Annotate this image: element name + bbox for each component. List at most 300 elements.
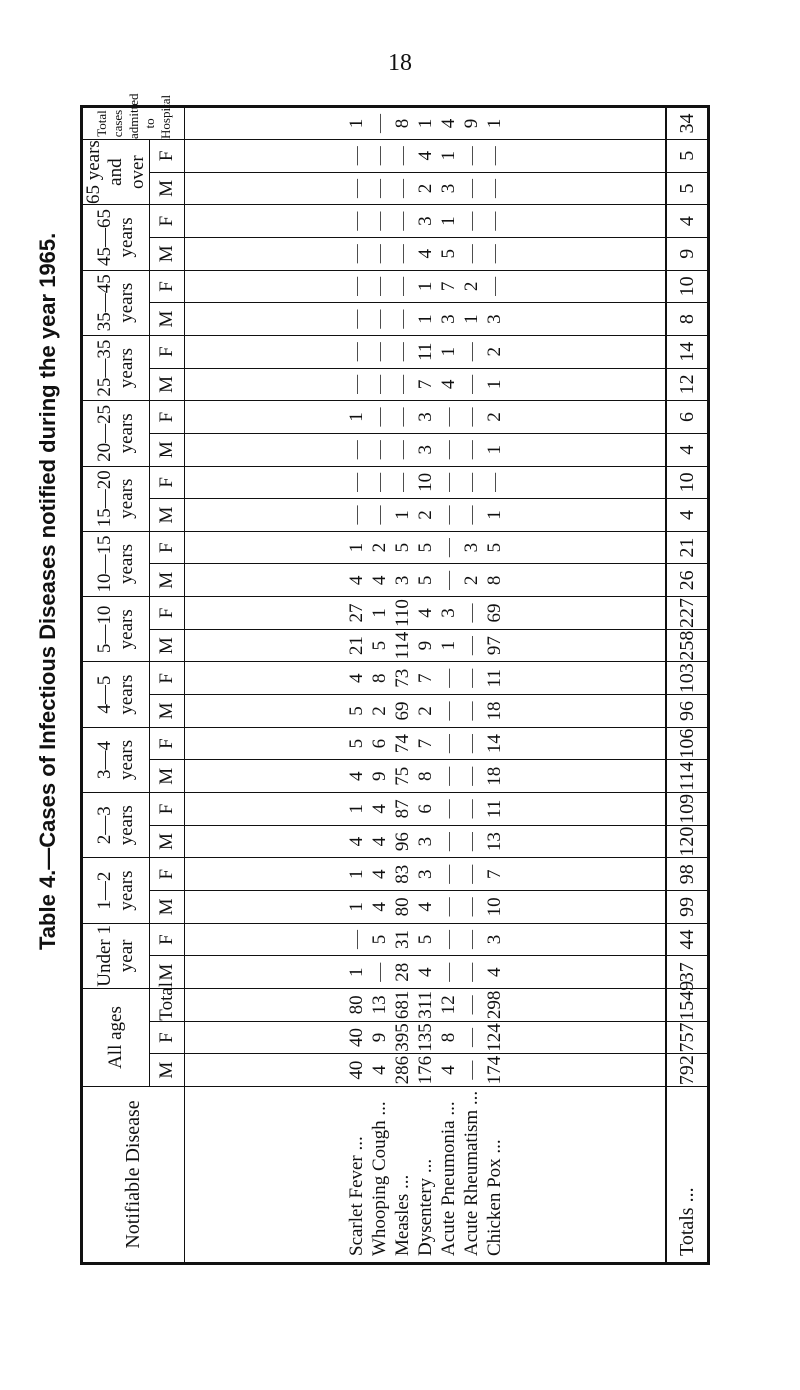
table-cell: 1 xyxy=(345,412,367,422)
table-cell: — xyxy=(460,962,482,982)
column-at xyxy=(185,989,667,1022)
table-cell: 8 xyxy=(391,118,413,129)
column-af xyxy=(185,1021,667,1054)
table-cell: 4 xyxy=(437,1065,459,1075)
header-f: F xyxy=(150,923,185,956)
header-m: M xyxy=(150,564,185,597)
table-cell: 1 xyxy=(345,118,367,129)
total-cell: 8 xyxy=(666,303,709,336)
total-cell: 96 xyxy=(666,695,709,728)
column-a35m xyxy=(185,303,667,336)
table-cell: 1 xyxy=(345,804,367,814)
table-cell: 87 xyxy=(391,799,413,819)
total-cell: 114 xyxy=(666,760,709,793)
table-cell: — xyxy=(437,832,459,852)
header-age-group: 20—25 years xyxy=(82,401,150,466)
header-f: F xyxy=(150,401,185,434)
table-cell: — xyxy=(460,440,482,460)
column-a65f xyxy=(185,139,667,172)
table-cell: — xyxy=(437,472,459,492)
table-cell: 80 xyxy=(345,995,367,1015)
total-cell: 1549 xyxy=(666,989,709,1022)
table-cell: 96 xyxy=(391,832,413,852)
header-f: F xyxy=(150,597,185,630)
total-cell: 792 xyxy=(666,1054,709,1087)
table-cell: — xyxy=(460,766,482,786)
table-cell: — xyxy=(437,766,459,786)
table-cell: 9 xyxy=(368,1032,390,1043)
table-cell: 110 xyxy=(391,599,413,627)
total-cell: 103 xyxy=(666,662,709,695)
total-cell: 106 xyxy=(666,727,709,760)
table-cell: — xyxy=(368,407,390,427)
table-cell: 75 xyxy=(391,766,413,786)
table-cell: 2 xyxy=(368,542,390,553)
table-cell: — xyxy=(345,930,367,950)
table-cell: 9 xyxy=(368,771,390,782)
table-cell: 5 xyxy=(368,640,390,651)
column-a15m xyxy=(185,499,667,532)
table-cell: — xyxy=(391,211,413,231)
disease-name: Chicken Pox ... xyxy=(483,1139,505,1256)
table-cell: 1 xyxy=(437,216,459,226)
table-cell: — xyxy=(391,407,413,427)
table-cell: — xyxy=(437,864,459,884)
header-f: F xyxy=(150,531,185,564)
table-cell: 4 xyxy=(345,771,367,782)
table-cell: — xyxy=(460,832,482,852)
header-m: M xyxy=(150,1054,185,1087)
table-cell: — xyxy=(437,407,459,427)
table-cell: 1 xyxy=(345,967,367,977)
table-cell: — xyxy=(460,799,482,819)
table-cell: 3 xyxy=(483,314,505,324)
table-caption: Table 4.—Cases of Infectious Diseases notified during the year 1965. xyxy=(35,232,60,950)
table-cell: 1 xyxy=(414,281,436,292)
table-cell: 2 xyxy=(368,706,390,716)
table-cell: 2 xyxy=(460,575,482,586)
header-m: M xyxy=(150,956,185,989)
table-cell: 4 xyxy=(368,836,390,847)
table-cell: 73 xyxy=(391,668,413,688)
total-cell: 37 xyxy=(666,956,709,989)
table-cell: 311 xyxy=(414,990,436,1019)
table-cell: 1 xyxy=(437,640,459,651)
total-cell: 10 xyxy=(666,466,709,499)
table-cell: 80 xyxy=(391,897,413,917)
table-cell: 3 xyxy=(437,183,459,194)
table-cell: 1 xyxy=(483,444,505,455)
total-cell: 21 xyxy=(666,531,709,564)
table-cell: — xyxy=(368,472,390,492)
header-age-group: 10—15 years xyxy=(82,531,150,596)
table-cell: 7 xyxy=(414,738,436,749)
table-cell: 3 xyxy=(437,314,459,324)
header-age-group: 35—45 years xyxy=(82,270,150,335)
header-age-group: 25—35 years xyxy=(82,335,150,400)
table-cell: 3 xyxy=(414,869,436,879)
table-cell: 8 xyxy=(368,673,390,684)
table-cell: — xyxy=(345,374,367,394)
table-cell: 27 xyxy=(345,603,367,623)
table-cell: 5 xyxy=(414,542,436,553)
table-cell: 2 xyxy=(414,706,436,716)
total-cell: 98 xyxy=(666,858,709,891)
table-cell: 174 xyxy=(483,1055,505,1085)
column-am xyxy=(185,1054,667,1087)
total-cell: 4 xyxy=(666,499,709,532)
table-cell: 11 xyxy=(483,799,505,819)
table-cell: — xyxy=(391,276,413,296)
table-cell: 4 xyxy=(368,1065,390,1075)
table-cell: — xyxy=(391,440,413,460)
total-cell: 120 xyxy=(666,825,709,858)
table-cell: 4 xyxy=(437,118,459,129)
table-cell: 1 xyxy=(414,118,436,129)
column-hosp xyxy=(185,107,667,140)
table-cell: — xyxy=(391,146,413,166)
table-cell: — xyxy=(437,505,459,525)
table-cell: 4 xyxy=(368,869,390,879)
table-cell: 8 xyxy=(483,575,505,586)
table-cell: 4 xyxy=(414,151,436,161)
table-cell: 4 xyxy=(414,967,436,977)
table-cell: — xyxy=(460,374,482,394)
table-cell: 5 xyxy=(391,542,413,553)
column-u1f xyxy=(185,923,667,956)
header-m: M xyxy=(150,695,185,728)
header-age-group: 5—10 years xyxy=(82,597,150,662)
table-cell: — xyxy=(345,276,367,296)
table-cell: 4 xyxy=(345,836,367,847)
total-cell: 227 xyxy=(666,597,709,630)
total-cell: 6 xyxy=(666,401,709,434)
header-all-ages: All ages xyxy=(82,989,150,1087)
table-cell: 4 xyxy=(437,379,459,390)
table-cell: — xyxy=(437,734,459,754)
table-cell: — xyxy=(483,244,505,264)
totals-label: Totals ... xyxy=(666,1087,709,1264)
table-cell: 298 xyxy=(483,990,505,1020)
column-a35f xyxy=(185,270,667,303)
header-f: F xyxy=(150,1021,185,1054)
table-cell: 395 xyxy=(391,1023,413,1052)
header-age-group: 45—65 years xyxy=(82,205,150,270)
header-f: F xyxy=(150,205,185,238)
table-cell: — xyxy=(368,113,390,133)
table-cell: — xyxy=(368,342,390,362)
header-f: F xyxy=(150,793,185,826)
header-m: M xyxy=(150,237,185,270)
table-cell: 13 xyxy=(483,832,505,852)
column-a5m xyxy=(185,629,667,662)
disease-name: Scarlet Fever ... xyxy=(345,1136,367,1256)
header-notifiable-disease: Notifiable Disease xyxy=(82,1087,185,1264)
table-cell: 11 xyxy=(414,342,436,361)
table-cell: 1 xyxy=(345,542,367,553)
table-cell: 4 xyxy=(368,804,390,814)
table-cell: — xyxy=(460,244,482,264)
table-cell: 1 xyxy=(437,151,459,161)
table-cell: 31 xyxy=(391,930,413,950)
table-cell: 83 xyxy=(391,864,413,884)
table-cell: — xyxy=(460,930,482,950)
header-age-group: 4—5 years xyxy=(82,662,150,727)
total-cell: 14 xyxy=(666,335,709,368)
table-cell: 12 xyxy=(437,995,459,1015)
table-cell: — xyxy=(345,342,367,362)
infectious-diseases-table xyxy=(80,93,710,1265)
column-a2f xyxy=(185,793,667,826)
table-cell: — xyxy=(345,244,367,264)
table-cell: 7 xyxy=(414,379,436,390)
table-cell: 13 xyxy=(368,995,390,1015)
total-cell: 258 xyxy=(666,629,709,662)
header-m: M xyxy=(150,760,185,793)
table-cell: 1 xyxy=(391,510,413,520)
table-cell: 3 xyxy=(391,575,413,586)
table-cell: 1 xyxy=(368,608,390,618)
header-m: M xyxy=(150,433,185,466)
table-cell: 9 xyxy=(460,118,482,129)
table-cell: — xyxy=(483,276,505,296)
header-f: F xyxy=(150,662,185,695)
table-cell: 7 xyxy=(414,673,436,684)
column-a25f xyxy=(185,335,667,368)
table-cell: — xyxy=(437,570,459,590)
header-hospital: Total cases admitted to Hospital xyxy=(82,107,185,140)
table-cell: 8 xyxy=(437,1032,459,1043)
table-cell: 3 xyxy=(460,542,482,553)
column-a25m xyxy=(185,368,667,401)
header-m: M xyxy=(150,499,185,532)
disease-list xyxy=(185,1087,667,1264)
table-cell: 8 xyxy=(414,771,436,782)
header-f: F xyxy=(150,270,185,303)
table-cell: — xyxy=(345,211,367,231)
table-cell: — xyxy=(345,440,367,460)
table-cell: 3 xyxy=(414,444,436,455)
header-m: M xyxy=(150,825,185,858)
page-number: 18 xyxy=(388,50,412,76)
table-cell: 5 xyxy=(437,249,459,259)
table-cell: — xyxy=(460,864,482,884)
table-cell: — xyxy=(460,342,482,362)
table-cell: — xyxy=(437,701,459,721)
column-u1m xyxy=(185,956,667,989)
table-cell: — xyxy=(437,930,459,950)
table-cell: 4 xyxy=(368,902,390,912)
table-cell: 3 xyxy=(414,412,436,422)
table-cell: 5 xyxy=(368,934,390,945)
table-cell: — xyxy=(368,211,390,231)
table-cell: — xyxy=(460,407,482,427)
table-cell: 7 xyxy=(483,869,505,879)
header-f: F xyxy=(150,466,185,499)
table-cell: 5 xyxy=(345,706,367,716)
table-cell: 1 xyxy=(460,314,482,324)
table-cell: 28 xyxy=(391,962,413,982)
table-cell: 4 xyxy=(414,902,436,912)
total-cell: 44 xyxy=(666,923,709,956)
table-cell: — xyxy=(460,1060,482,1080)
table-cell: — xyxy=(460,211,482,231)
column-a10m xyxy=(185,564,667,597)
table-cell: 1 xyxy=(483,510,505,520)
table-cell: — xyxy=(345,146,367,166)
total-cell: 12 xyxy=(666,368,709,401)
header-age-group: 15—20 years xyxy=(82,466,150,531)
column-a65m xyxy=(185,172,667,205)
table-cell: 1 xyxy=(345,869,367,879)
table-cell: — xyxy=(437,799,459,819)
table-cell: — xyxy=(460,701,482,721)
table-cell: — xyxy=(460,897,482,917)
table-cell: 69 xyxy=(483,603,505,623)
table-cell: — xyxy=(460,636,482,656)
table-cell: — xyxy=(460,146,482,166)
column-a4f xyxy=(185,662,667,695)
table-cell: 1 xyxy=(414,314,436,324)
table-cell: 40 xyxy=(345,1028,367,1048)
table-cell: 3 xyxy=(414,836,436,847)
total-cell: 10 xyxy=(666,270,709,303)
total-cell: 109 xyxy=(666,793,709,826)
column-a3m xyxy=(185,760,667,793)
table-cell: — xyxy=(345,178,367,198)
table-cell: 114 xyxy=(391,631,413,660)
table-cell: — xyxy=(483,146,505,166)
total-cell: 4 xyxy=(666,433,709,466)
table-cell: 3 xyxy=(414,216,436,226)
table-cell: 7 xyxy=(437,281,459,292)
column-a20m xyxy=(185,433,667,466)
header-f: F xyxy=(150,335,185,368)
table-cell: 286 xyxy=(391,1055,413,1085)
table-cell: — xyxy=(460,668,482,688)
table-cell: 135 xyxy=(414,1023,436,1052)
header-age-group: Under 1 year xyxy=(82,923,150,988)
table-cell: 2 xyxy=(414,510,436,520)
table-cell: 18 xyxy=(483,766,505,786)
table-cell: 1 xyxy=(345,902,367,912)
table-cell: 2 xyxy=(483,346,505,357)
table-cell: 124 xyxy=(483,1023,505,1052)
total-cell: 5 xyxy=(666,172,709,205)
table-cell: — xyxy=(391,342,413,362)
table-cell: 21 xyxy=(345,636,367,656)
table-cell: — xyxy=(460,472,482,492)
disease-name: Acute Pneumonia ... xyxy=(437,1101,459,1256)
table-cell: 681 xyxy=(391,990,413,1020)
column-a45f xyxy=(185,205,667,238)
column-a2m xyxy=(185,825,667,858)
table-cell: 5 xyxy=(414,934,436,945)
table-cell: 5 xyxy=(345,738,367,749)
table-cell: — xyxy=(483,211,505,231)
header-age-group: 1—2 years xyxy=(82,858,150,923)
table-cell: 4 xyxy=(345,673,367,684)
table-cell: — xyxy=(345,472,367,492)
column-a20f xyxy=(185,401,667,434)
table-cell: — xyxy=(483,178,505,198)
table-cell: 69 xyxy=(391,701,413,721)
column-a10f xyxy=(185,531,667,564)
table-cell: 3 xyxy=(483,934,505,945)
column-a1m xyxy=(185,891,667,924)
table-cell: — xyxy=(368,146,390,166)
header-m: M xyxy=(150,172,185,205)
header-f: F xyxy=(150,139,185,172)
header-m: M xyxy=(150,303,185,336)
table-cell: — xyxy=(460,1028,482,1048)
table-cell: 4 xyxy=(345,575,367,586)
table-cell: — xyxy=(437,897,459,917)
total-cell: 26 xyxy=(666,564,709,597)
disease-name: Dysentery ... xyxy=(414,1158,436,1256)
table-cell: — xyxy=(460,505,482,525)
table-cell: — xyxy=(437,440,459,460)
table-cell: — xyxy=(460,734,482,754)
table-cell: 40 xyxy=(345,1060,367,1080)
header-total: Total xyxy=(150,989,185,1022)
table-cell: 4 xyxy=(483,967,505,977)
total-cell: 99 xyxy=(666,891,709,924)
table-cell: 4 xyxy=(368,575,390,586)
total-cell: 4 xyxy=(666,205,709,238)
table-cell: — xyxy=(368,440,390,460)
table-cell: 1 xyxy=(437,346,459,357)
table-cell: 10 xyxy=(414,472,436,492)
table-cell: — xyxy=(391,178,413,198)
table-cell: 1 xyxy=(483,118,505,129)
header-f: F xyxy=(150,727,185,760)
table-cell: 5 xyxy=(414,575,436,586)
table-cell: 2 xyxy=(460,281,482,292)
table-cell: 4 xyxy=(414,608,436,618)
table-cell: — xyxy=(391,309,413,329)
table-cell: 10 xyxy=(483,897,505,917)
table-cell: 3 xyxy=(437,608,459,618)
table-cell: — xyxy=(368,244,390,264)
column-a15f xyxy=(185,466,667,499)
header-m: M xyxy=(150,629,185,662)
table-cell: — xyxy=(391,374,413,394)
table-cell: 97 xyxy=(483,636,505,656)
total-cell: 34 xyxy=(666,107,709,140)
table-cell: 9 xyxy=(414,640,436,651)
disease-name: Measles ... xyxy=(391,1174,413,1256)
header-age-group: 65 years and over xyxy=(83,140,148,205)
table-cell: — xyxy=(368,962,390,982)
table-cell: 1 xyxy=(483,379,505,390)
column-a4m xyxy=(185,695,667,728)
column-a5f xyxy=(185,597,667,630)
table-cell: — xyxy=(460,603,482,623)
table-cell: 6 xyxy=(368,738,390,749)
table-cell: 14 xyxy=(483,734,505,754)
table-cell: 4 xyxy=(414,249,436,259)
table-cell: — xyxy=(437,668,459,688)
table-cell: 11 xyxy=(483,669,505,688)
table-cell: — xyxy=(345,505,367,525)
header-m: M xyxy=(150,368,185,401)
header-age-group: 2—3 years xyxy=(82,793,150,858)
table-cell: — xyxy=(391,244,413,264)
table-cell: — xyxy=(368,309,390,329)
total-cell: 5 xyxy=(666,139,709,172)
table-cell: 74 xyxy=(391,734,413,754)
